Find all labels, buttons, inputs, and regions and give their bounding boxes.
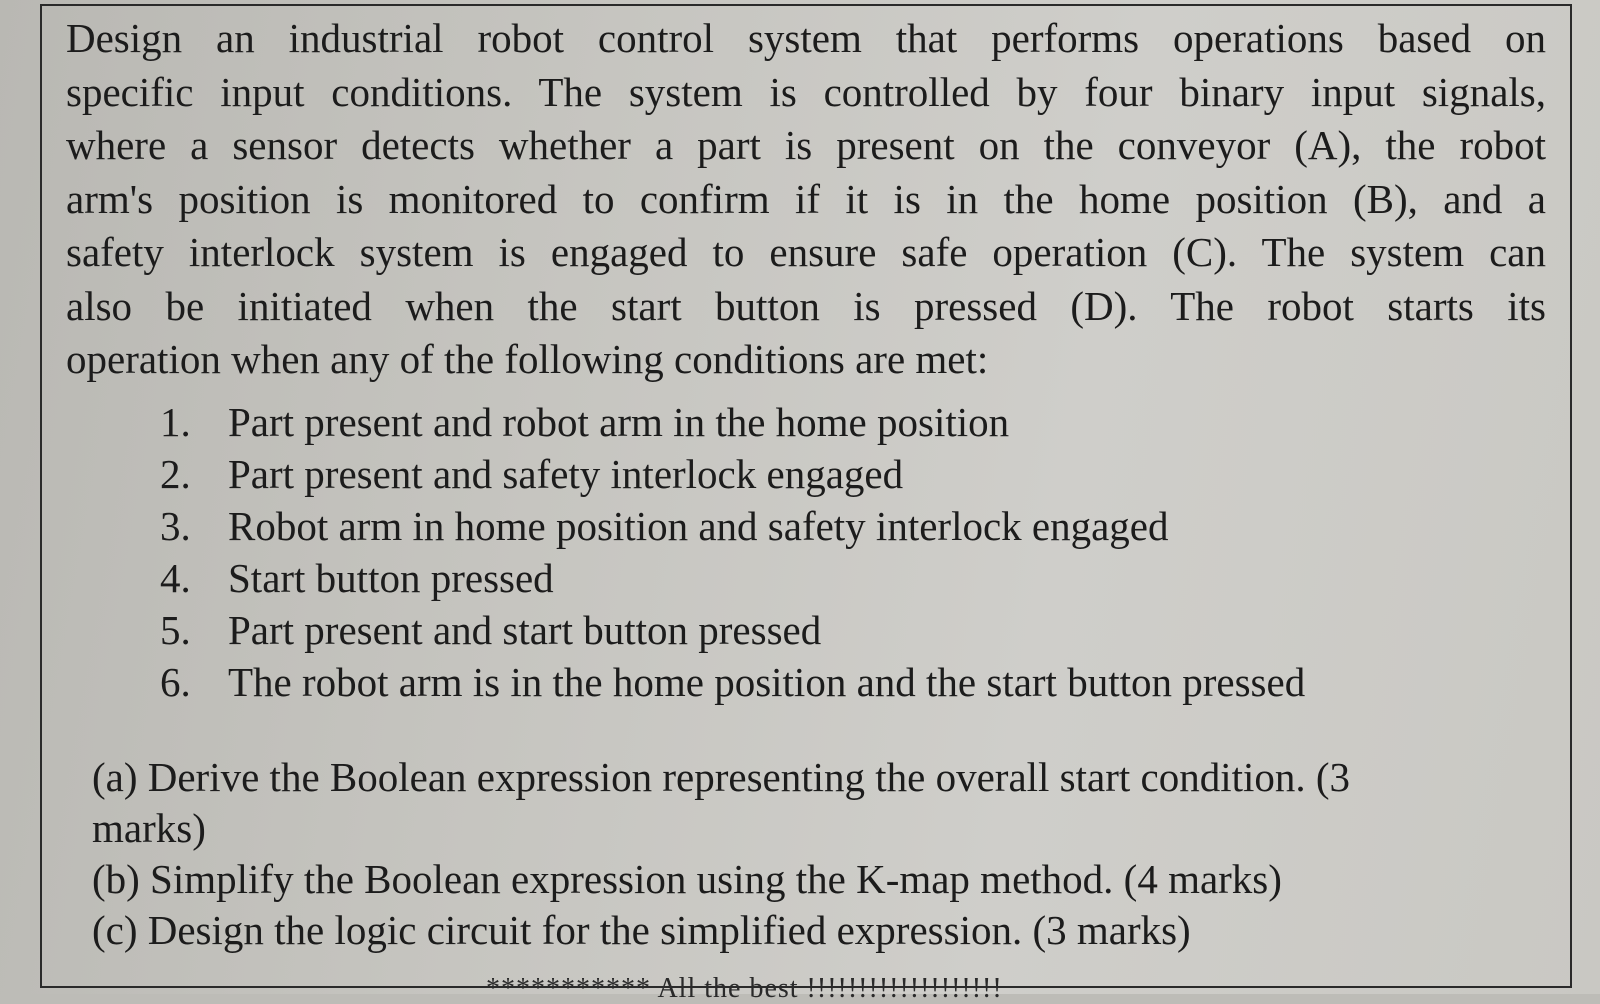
part-a: (a) Derive the Boolean expression representing the overall start condition. (3 bbox=[92, 754, 1351, 800]
condition-item bbox=[160, 500, 1305, 552]
intro-line: safety interlock system is engaged to ensure safe operation (C). The system can bbox=[66, 229, 1546, 275]
condition-text: Start button pressed bbox=[228, 555, 554, 601]
conditions-list bbox=[160, 396, 1305, 708]
intro-line: Design an industrial robot control system that performs operations based on bbox=[66, 15, 1546, 61]
condition-item bbox=[160, 656, 1305, 708]
intro-line: operation when any of the following conditions are met: bbox=[66, 336, 989, 382]
part-a-continued: marks) bbox=[92, 805, 206, 851]
condition-number: 1. bbox=[160, 399, 191, 445]
condition-number: 5. bbox=[160, 607, 191, 653]
part-b: (b) Simplify the Boolean expression using the K-map method. (4 marks) bbox=[92, 856, 1282, 902]
condition-number: 4. bbox=[160, 555, 191, 601]
intro-line: where a sensor detects whether a part is present on the conveyor (A), the robot bbox=[66, 122, 1546, 168]
condition-number: 2. bbox=[160, 451, 191, 497]
intro-line: also be initiated when the start button is pressed (D). The robot starts its bbox=[66, 282, 1546, 329]
condition-item bbox=[160, 396, 1305, 448]
condition-text: The robot arm is in the home position and the start button pressed bbox=[228, 659, 1306, 705]
question-parts bbox=[92, 752, 1350, 956]
part-c: (c) Design the logic circuit for the simplified expression. (3 marks) bbox=[92, 907, 1191, 953]
condition-item bbox=[160, 448, 1305, 500]
question-intro bbox=[66, 12, 1546, 387]
condition-item bbox=[160, 604, 1305, 656]
condition-text: Part present and robot arm in the home position bbox=[228, 399, 1010, 445]
condition-number: 6. bbox=[160, 659, 191, 705]
intro-line: arm's position is monitored to confirm if it is in the home position (B), and a bbox=[66, 175, 1546, 222]
condition-text: Part present and safety interlock engaged bbox=[228, 451, 904, 497]
condition-text: Part present and start button pressed bbox=[228, 607, 822, 653]
condition-item bbox=[160, 552, 1305, 604]
condition-number: 3. bbox=[160, 503, 191, 549]
condition-text: Robot arm in home position and safety interlock engaged bbox=[228, 503, 1169, 549]
footer-note: *********** All the best !!!!!!!!!!!!!!!!!!! bbox=[486, 973, 1003, 1004]
intro-line: specific input conditions. The system is controlled by four binary input signals, bbox=[66, 68, 1546, 115]
